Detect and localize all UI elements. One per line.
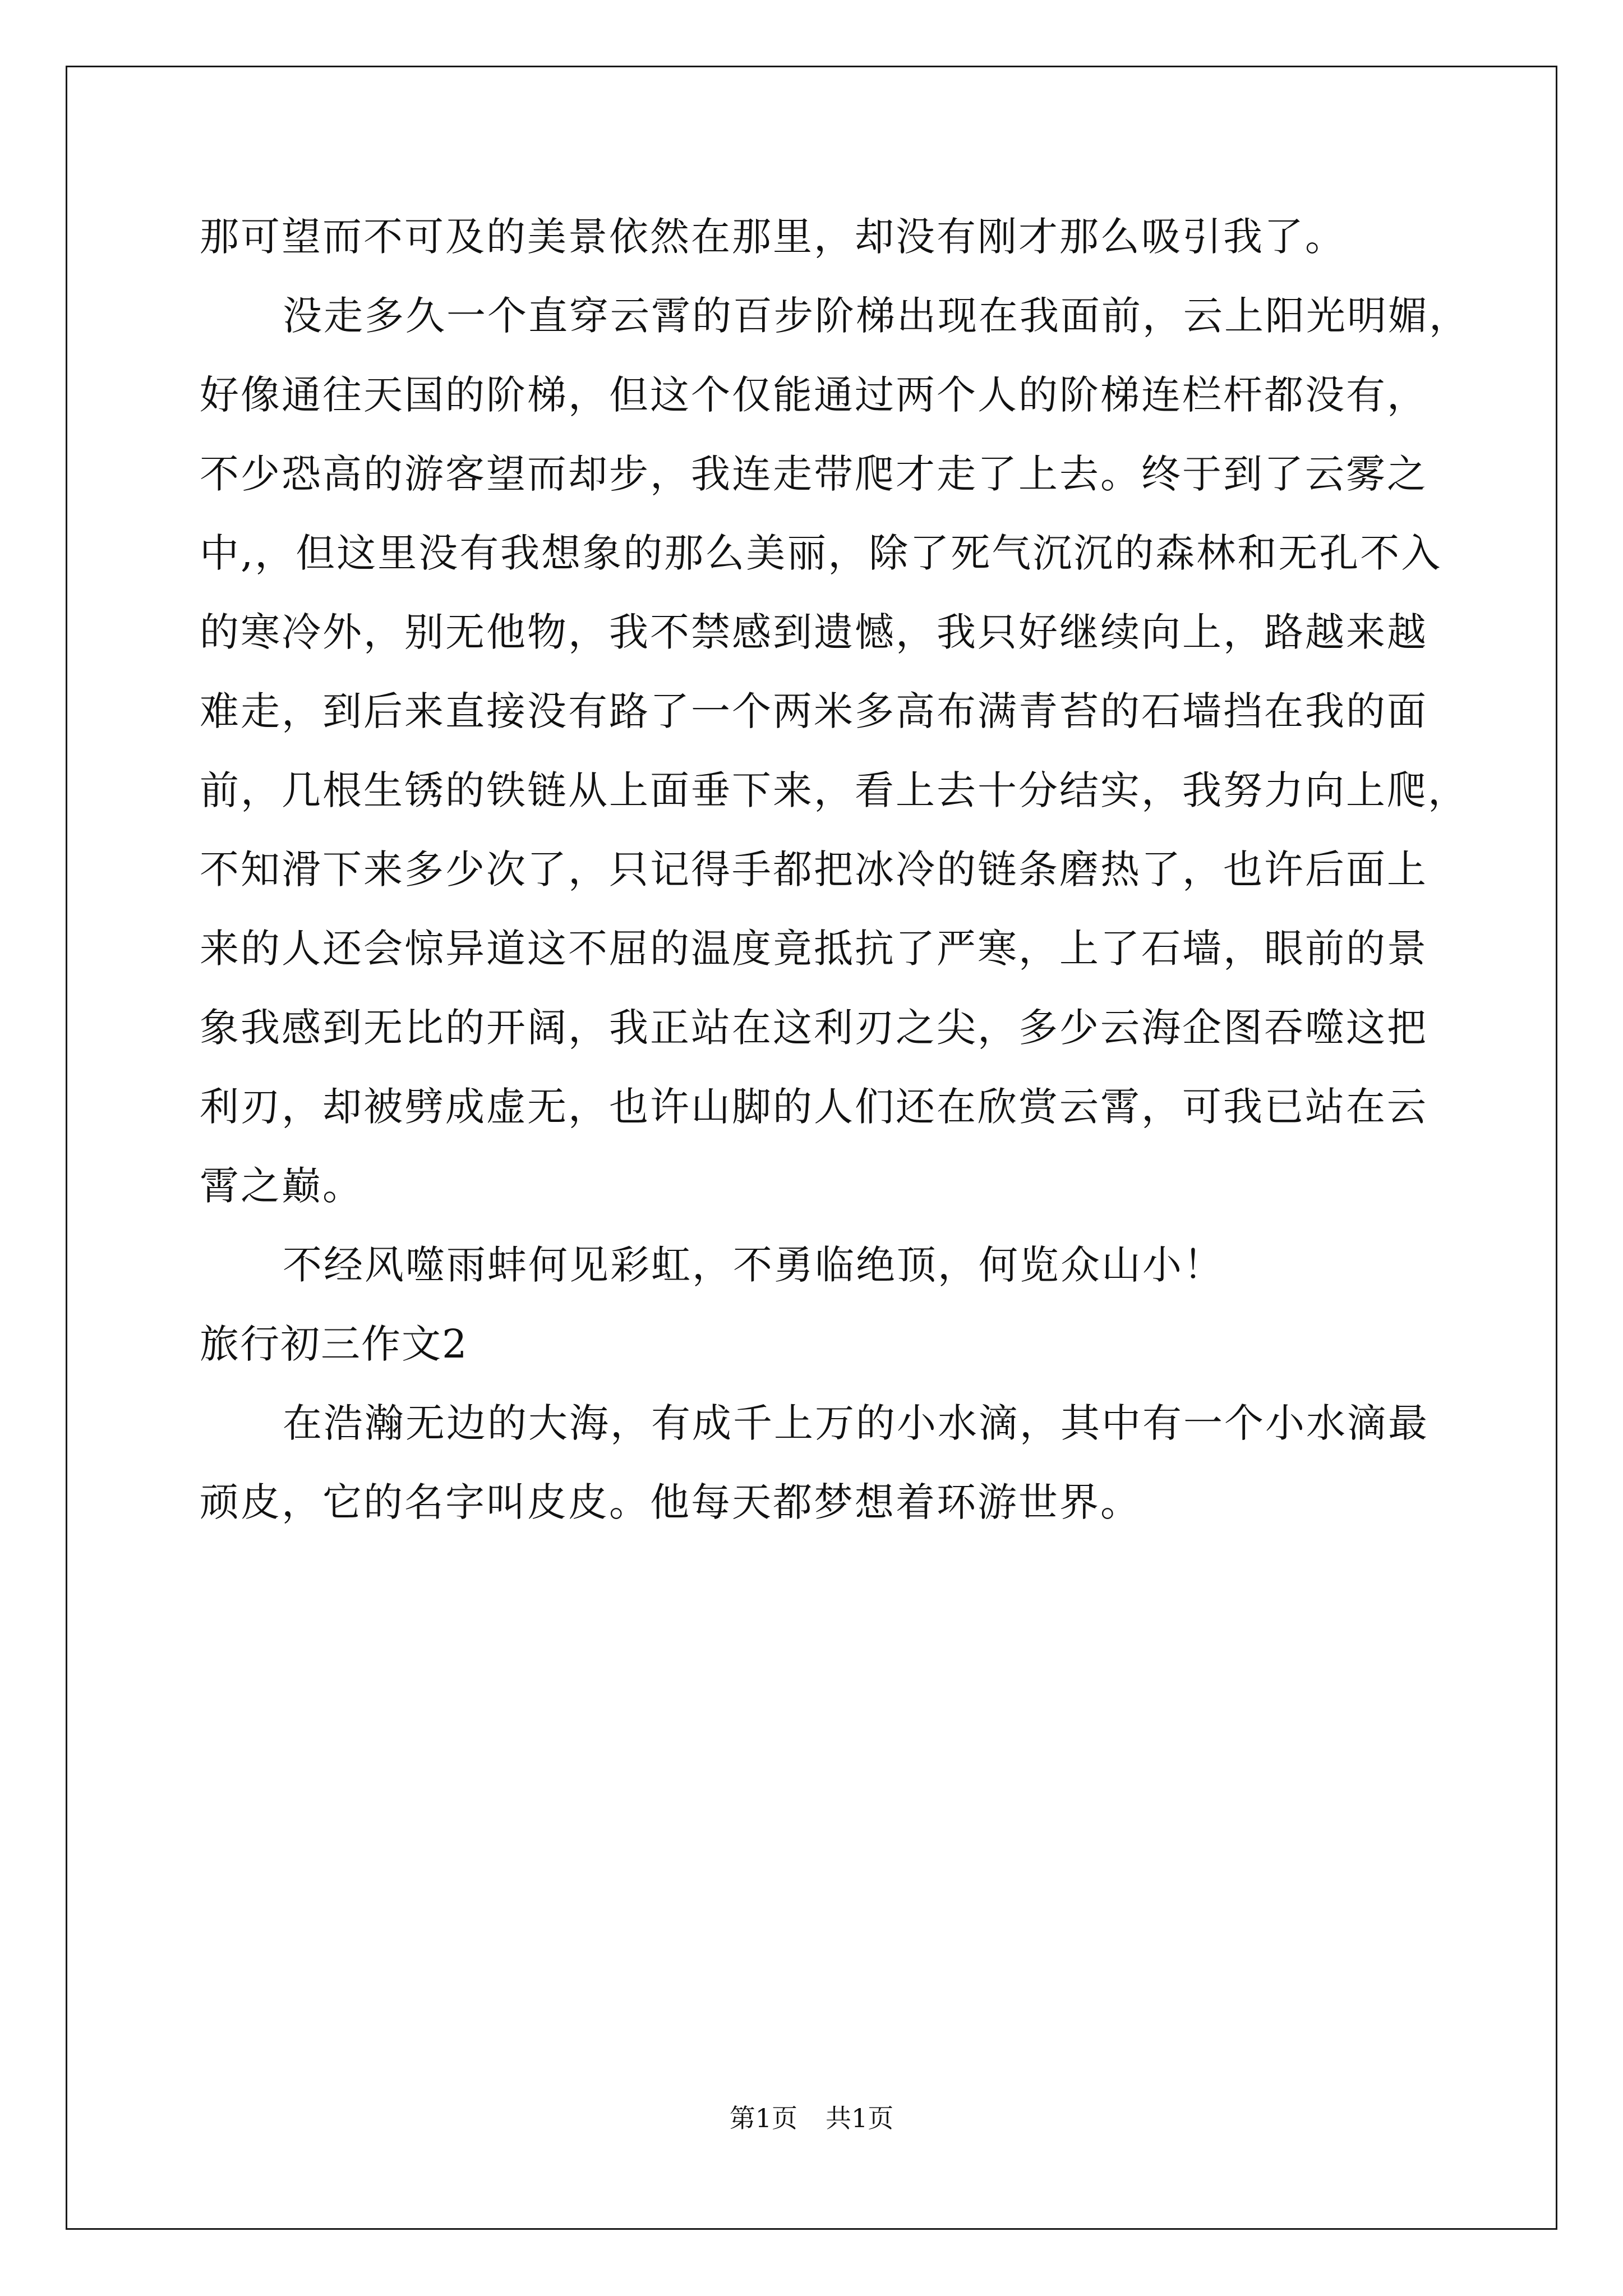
paragraph-line: 那可望而不可及的美景依然在那里，却没有刚才那么吸引我了。 xyxy=(200,214,1346,260)
paragraph-line: 好像通往天国的阶梯，但这个仅能通过两个人的阶梯连栏杆都没有， xyxy=(200,372,1428,418)
paragraph-line: 在浩瀚无边的大海，有成千上万的小水滴，其中有一个小水滴最 xyxy=(283,1400,1429,1446)
paragraph-line: 难走，到后来直接没有路了一个两米多高布满青苔的石墙挡在我的面 xyxy=(200,688,1428,734)
paragraph-line: 来的人还会惊异道这不屈的温度竟抵抗了严寒，上了石墙，眼前的景 xyxy=(200,926,1428,972)
paragraph-line: 利刃，却被劈成虚无，也许山脚的人们还在欣赏云霄，可我已站在云 xyxy=(200,1084,1428,1130)
section-heading: 旅行初三作文2 xyxy=(200,1321,468,1367)
paragraph-line: 中,，但这里没有我想象的那么美丽，除了死气沉沉的森林和无孔不入 xyxy=(200,530,1442,576)
paragraph-line: 顽皮，它的名字叫皮皮。他每天都梦想着环游世界。 xyxy=(200,1479,1141,1525)
paragraph-line: 的寒冷外，别无他物，我不禁感到遗憾，我只好继续向上，路越来越 xyxy=(200,609,1428,655)
paragraph-line: 不少恐高的游客望而却步，我连走带爬才走了上去。终于到了云雾之 xyxy=(200,451,1428,497)
paragraph-line: 不知滑下来多少次了，只记得手都把冰冷的链条磨热了，也许后面上 xyxy=(200,846,1428,892)
document-body xyxy=(200,197,1470,1542)
paragraph-line: 前，几根生锈的铁链从上面垂下来，看上去十分结实，我努力向上爬， xyxy=(200,767,1469,813)
paragraph-line: 没走多久一个直穿云霄的百步阶梯出现在我面前，云上阳光明媚， xyxy=(283,293,1470,339)
paragraph-line: 象我感到无比的开阔，我正站在这利刃之尖，多少云海企图吞噬这把 xyxy=(200,1005,1428,1051)
paragraph-line: 不经风噬雨蚌何见彩虹，不勇临绝顶，何览众山小！ xyxy=(283,1242,1224,1288)
paragraph-line: 霄之巅。 xyxy=(200,1163,363,1209)
page-total: 共1页 xyxy=(826,2103,894,2133)
page-number: 第1页 xyxy=(729,2103,797,2133)
page-footer xyxy=(0,2098,1623,2135)
